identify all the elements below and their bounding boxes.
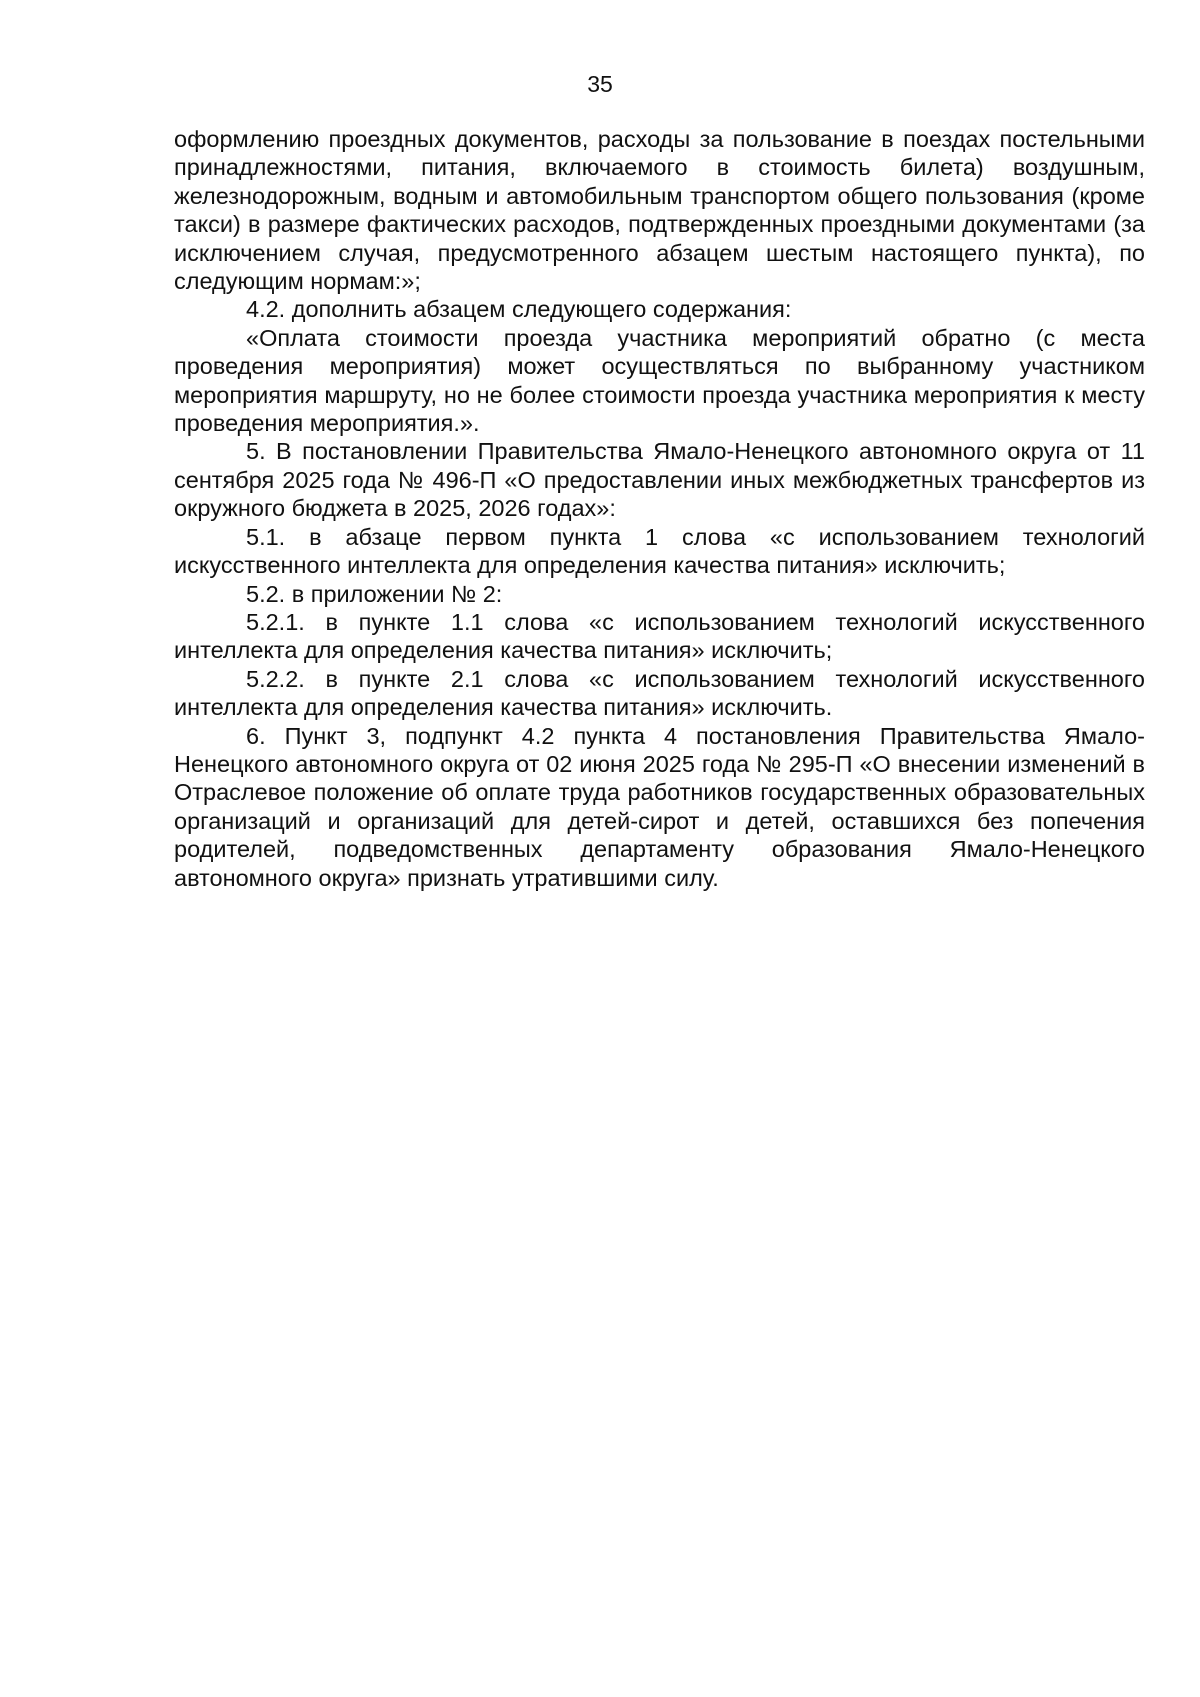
- paragraph-item-5: 5. В постановлении Правительства Ямало-Ненецкого автономного округа от 11 сентября 2025 года № 496-П «О предоставлении иных межбюджетных трансфертов из окружного бюджета в 2025, 2026 годах»:: [174, 438, 1145, 522]
- paragraph-item-5-1: 5.1. в абзаце первом пункта 1 слова «с использованием технологий искусственного интеллекта для определения качества питания» исключить;: [174, 523, 1145, 579]
- paragraph-item-5-2-1: 5.2.1. в пункте 1.1 слова «с использованием технологий искусственного интеллекта для определения качества питания» исключить;: [174, 608, 1145, 664]
- paragraph-quoted-addition: «Оплата стоимости проезда участника мероприятий обратно (с места проведения мероприятия) может осуществляться по выбранному участником мероприятия маршруту, но не более стоимости проезда участника мероприятия к месту проведения мероприятия.».: [174, 324, 1145, 437]
- document-body: [174, 125, 1145, 892]
- paragraph-item-5-2-2: 5.2.2. в пункте 2.1 слова «с использованием технологий искусственного интеллекта для определения качества питания» исключить.: [174, 665, 1145, 721]
- paragraph-continuation: оформлению проездных документов, расходы за пользование в поездах постельными принадлежностями, питания, включаемого в стоимость билета) воздушным, железнодорожным, водным и автомобильным транспортом общего пользования (кроме такси) в размере фактических расходов, подтвержденных проездными документами (за исключением случая, предусмотренного абзацем шестым настоящего пункта), по следующим нормам:»;: [174, 126, 1145, 295]
- page-number: 35: [587, 71, 613, 97]
- paragraph-item-6: 6. Пункт 3, подпункт 4.2 пункта 4 постановления Правительства Ямало-Ненецкого автономного округа от 02 июня 2025 года № 295-П «О внесении изменений в Отраслевое положение об оплате труда работников государственных образовательных организаций и организаций для детей-сирот и детей, оставшихся без попечения родителей, подведомственных департаменту образования Ямало-Ненецкого автономного округа» признать утратившими силу.: [174, 722, 1145, 891]
- paragraph-item-5-2: 5.2. в приложении № 2:: [246, 580, 503, 607]
- paragraph-item-4-2: 4.2. дополнить абзацем следующего содержания:: [246, 296, 792, 323]
